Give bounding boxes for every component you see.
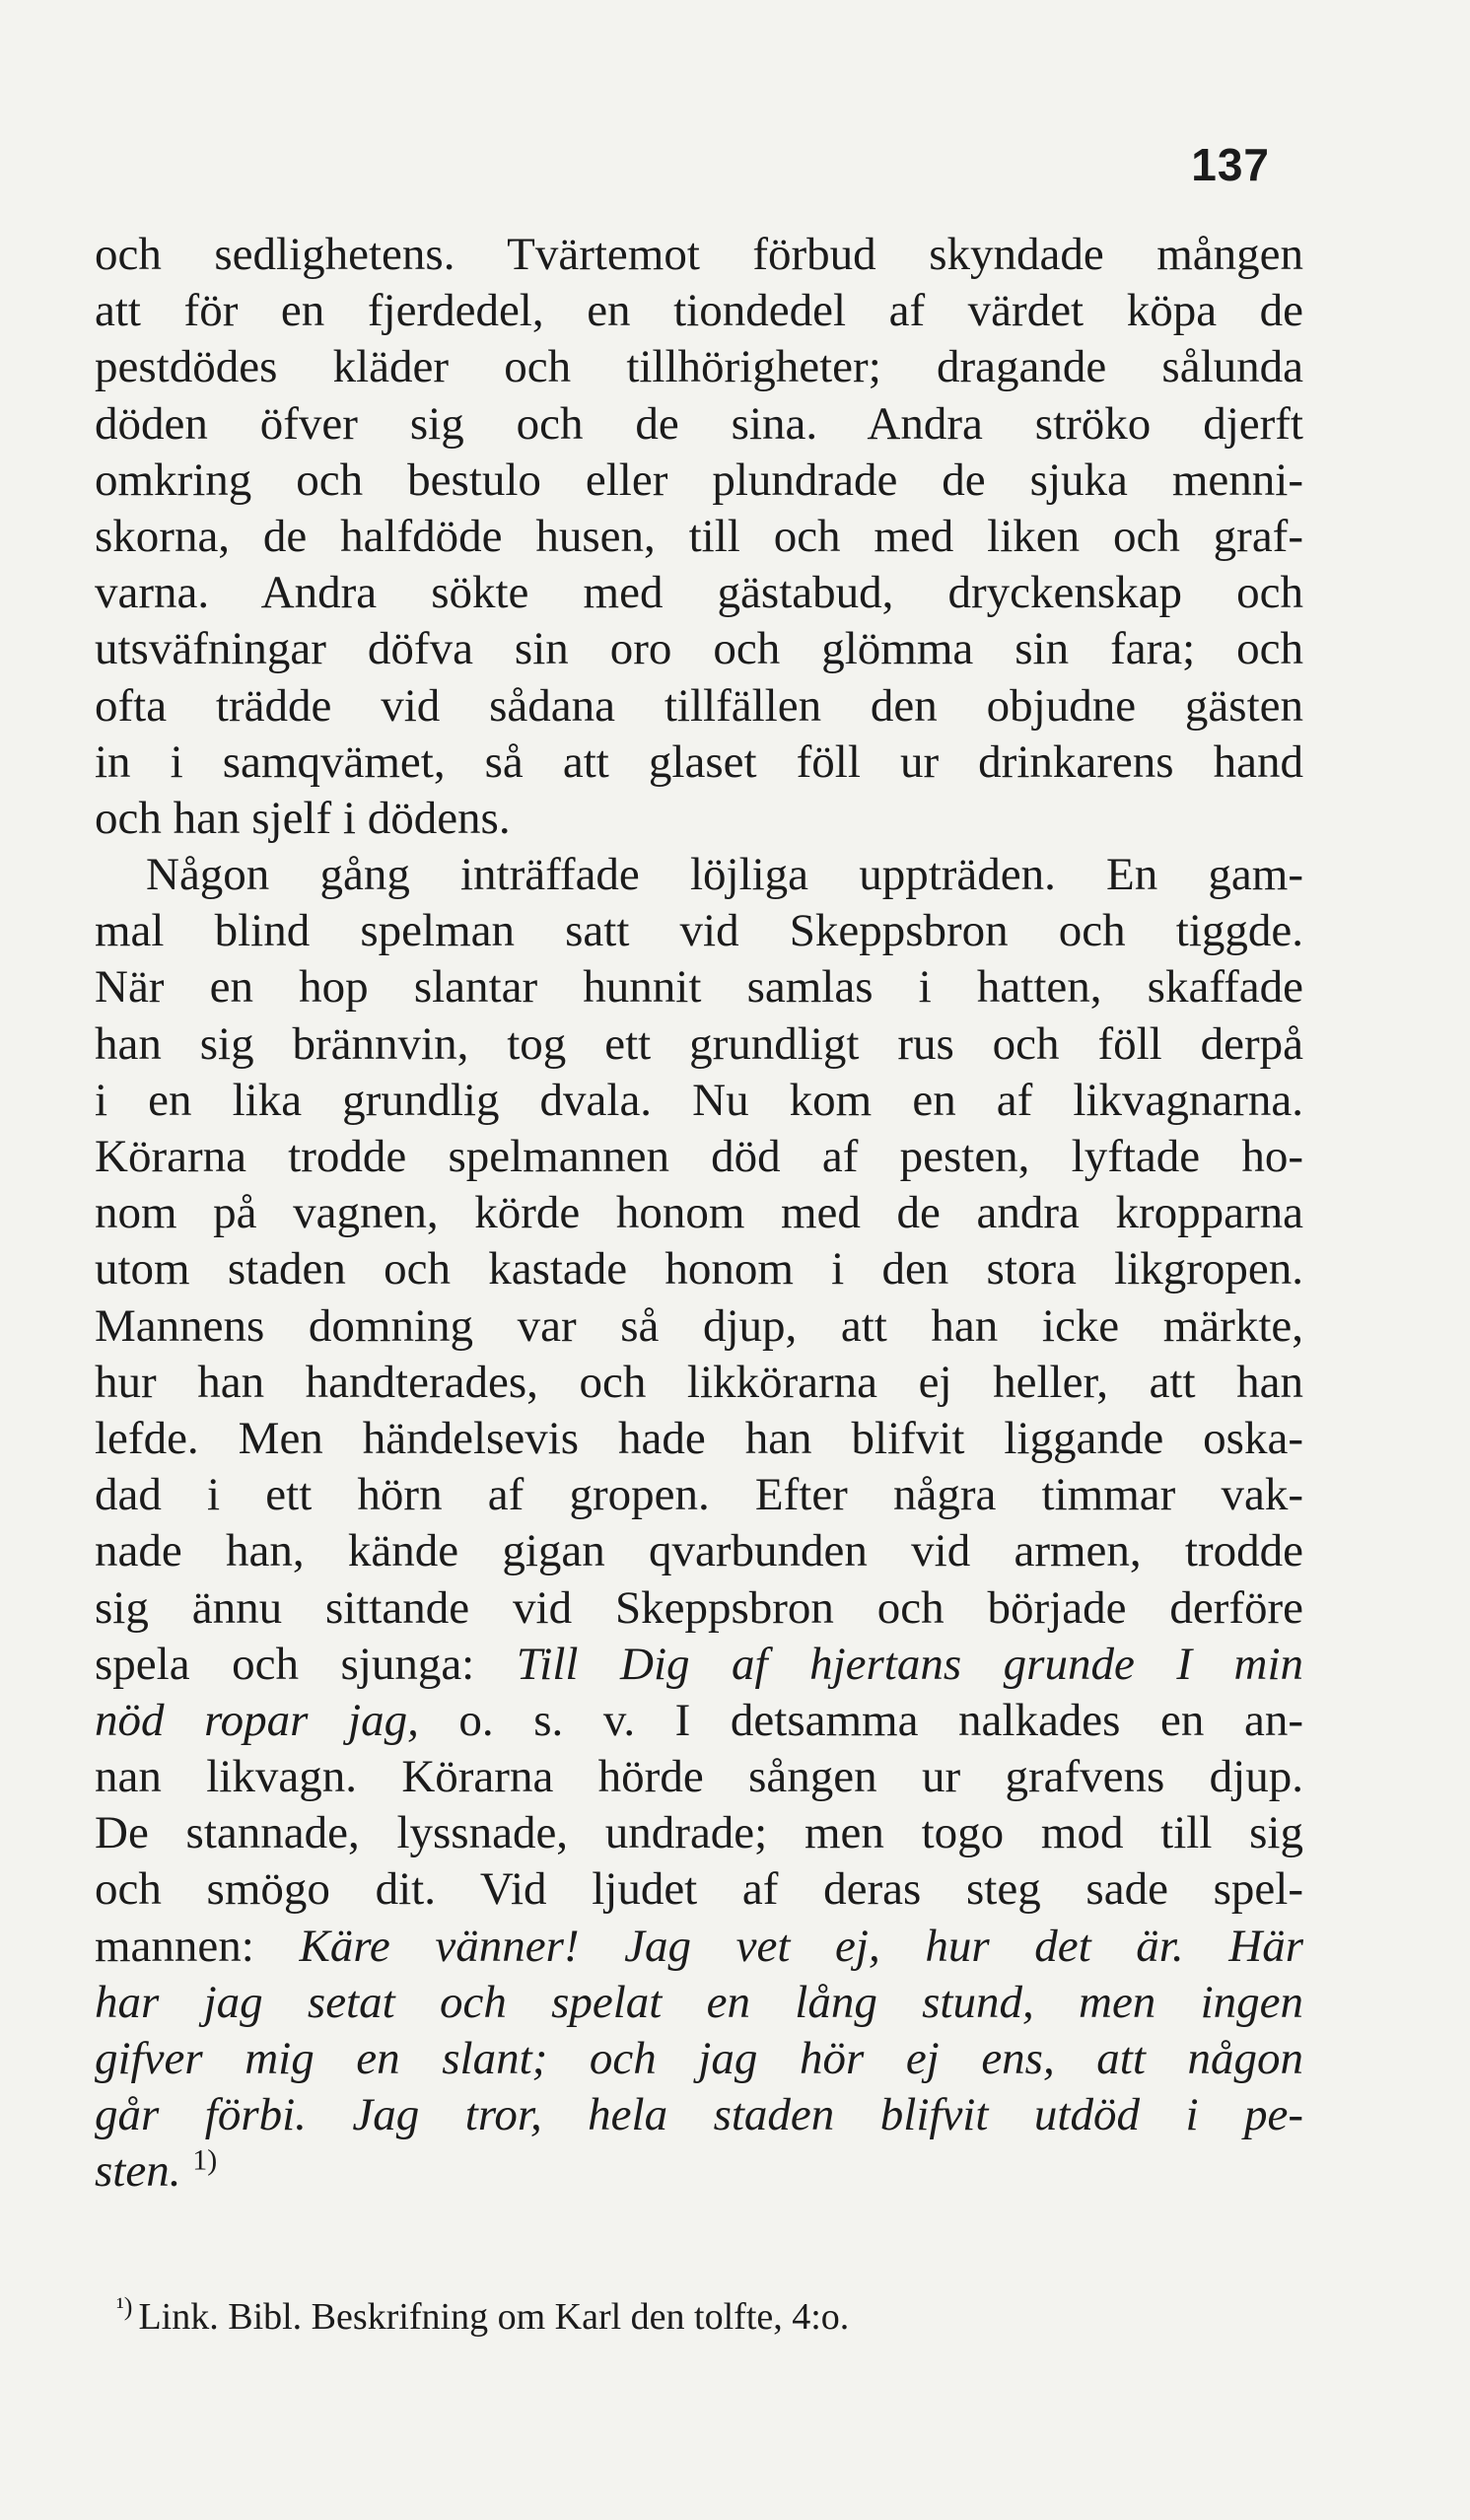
text-line: varna. Andra sökte med gästabud, dryckenskap och bbox=[95, 567, 1303, 619]
text-line bbox=[95, 2143, 1303, 2200]
text-line: och han sjelf i dödens. bbox=[95, 792, 511, 844]
text-line: att för en fjerdedel, en tiondedel af värdet köpa de bbox=[95, 285, 1303, 337]
text-line: pestdödes kläder och tillhörigheter; dragande sålunda bbox=[95, 341, 1303, 393]
text-segment: o. s. v. I detsamma nalkades en an- bbox=[458, 1694, 1303, 1746]
text-line: utom staden och kastade honom i den stora likgropen. bbox=[95, 1243, 1303, 1295]
text-line: nan likvagn. Körarna hörde sången ur grafvens djup. bbox=[95, 1751, 1303, 1803]
song-text: nöd ropar jag, bbox=[95, 1694, 419, 1746]
text-line: nade han, kände gigan qvarbunden vid armen, trodde bbox=[95, 1525, 1303, 1577]
text-line: När en hop slantar hunnit samlas i hatten, skaffade bbox=[95, 961, 1303, 1014]
footnote-text: Link. Bibl. Beskrifning om Karl den tolfte, 4:o. bbox=[138, 2296, 850, 2338]
text-line: skorna, de halfdöde husen, till och med liken och graf- bbox=[95, 510, 1303, 562]
text-segment: mannen: bbox=[95, 1920, 254, 1972]
text-line: sig ännu sittande vid Skeppsbron och började derföre bbox=[95, 1581, 1303, 1634]
text-line: Någon gång inträffade löjliga uppträden. En gam- bbox=[146, 849, 1303, 901]
text-line: går förbi. Jag tror, hela staden blifvit utdöd i pe- bbox=[95, 2089, 1303, 2141]
body-text bbox=[95, 227, 1303, 2201]
footnote-marker: ¹) bbox=[116, 2292, 133, 2322]
text-line: omkring och bestulo eller plundrade de sjuka menni- bbox=[95, 454, 1303, 506]
text-line: ofta trädde vid sådana tillfällen den objudne gästen bbox=[95, 679, 1303, 732]
speech-text: Käre vänner! Jag vet ej, hur det är. Här bbox=[299, 1920, 1303, 1972]
text-line: De stannade, lyssnade, undrade; men togo mod till sig bbox=[95, 1807, 1303, 1859]
footnote bbox=[116, 2292, 849, 2342]
text-line: han sig brännvin, tog ett grundligt rus och föll derpå bbox=[95, 1017, 1303, 1070]
text-line: Körarna trodde spelmannen död af pesten, lyftade ho- bbox=[95, 1131, 1303, 1182]
song-text: Till Dig af hjertans grunde I min bbox=[516, 1638, 1303, 1690]
text-line: in i samqvämet, så att glaset föll ur drinkarens hand bbox=[95, 735, 1303, 788]
text-line: utsväfningar döfva sin oro och glömma sin fara; och bbox=[95, 623, 1303, 675]
text-line: dad i ett hörn af gropen. Efter några timmar vak- bbox=[95, 1469, 1303, 1521]
footnote-reference: 1) bbox=[192, 2143, 218, 2177]
text-line: och smögo dit. Vid ljudet af deras steg sade spel- bbox=[95, 1863, 1303, 1916]
text-line: lefde. Men händelsevis hade han blifvit liggande oska- bbox=[95, 1412, 1303, 1464]
text-segment: spela och sjunga: bbox=[95, 1638, 475, 1690]
text-line: gifver mig en slant; och jag hör ej ens, att någon bbox=[95, 2033, 1303, 2084]
page-number: 137 bbox=[1191, 139, 1270, 190]
text-line: har jag setat och spelat en lång stund, men ingen bbox=[95, 1976, 1303, 2028]
text-line: i en lika grundlig dvala. Nu kom en af likvagnarna. bbox=[95, 1074, 1303, 1126]
text-line: och sedlighetens. Tvärtemot förbud skyndade mången bbox=[95, 229, 1303, 280]
text-line: hur han handterades, och likkörarna ej heller, att han bbox=[95, 1356, 1303, 1408]
speech-text: sten. bbox=[95, 2145, 181, 2198]
text-line: mal blind spelman satt vid Skeppsbron och tiggde. bbox=[95, 905, 1303, 957]
text-line bbox=[95, 1919, 1303, 1975]
text-line bbox=[95, 1693, 1303, 1749]
text-line: nom på vagnen, körde honom med de andra kropparna bbox=[95, 1187, 1303, 1239]
text-line: Mannens domning var så djup, att han icke märkte, bbox=[95, 1299, 1303, 1352]
text-line bbox=[95, 1637, 1303, 1693]
text-line: döden öfver sig och de sina. Andra ströko djerft bbox=[95, 397, 1303, 450]
